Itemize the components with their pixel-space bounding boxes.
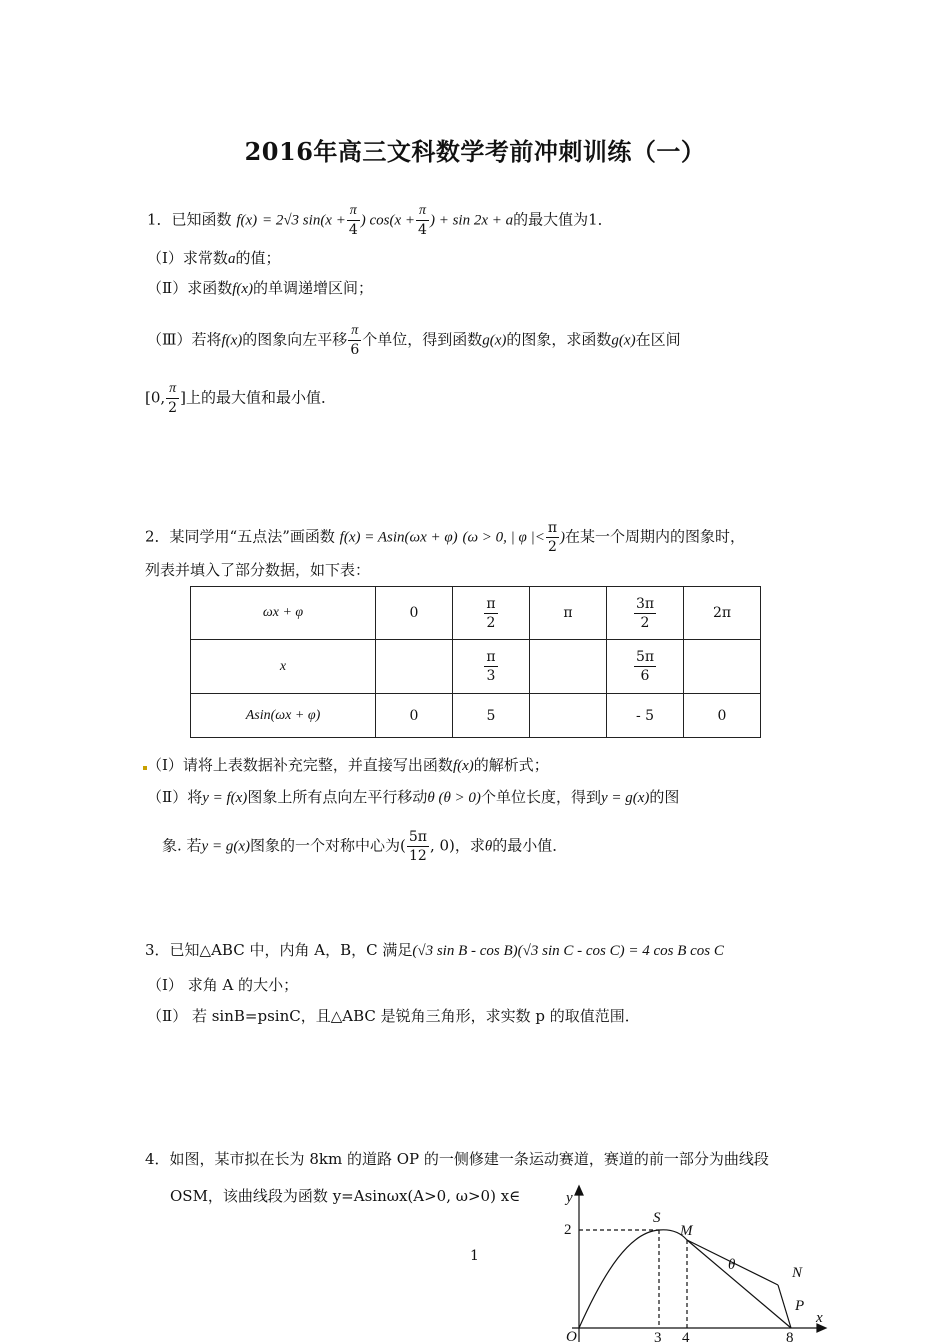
q2-frac-5pi-12: $\frac{5\pi}{12}$: [408, 829, 427, 864]
table-cell: x: [191, 640, 376, 694]
q2-condition: (ω > 0, | φ |<: [462, 529, 545, 546]
q1-eq: = 2√3 sin(x +: [261, 212, 346, 229]
table-cell: 5: [453, 694, 530, 738]
table-cell: [530, 694, 607, 738]
table-cell: [684, 640, 761, 694]
table-row: [191, 640, 761, 694]
q1-number: 1．: [147, 210, 172, 229]
q2-frac-pi-2: $\frac{\pi}{2}$: [547, 520, 558, 555]
table-cell: [530, 640, 607, 694]
table-cell: 2π: [684, 587, 761, 640]
q3-equation: (√3 sin B - cos B)(√3 sin C - cos C) = 4 cos B cos C: [412, 943, 724, 959]
q1-tail: ) + sin 2x + a: [429, 212, 514, 229]
table-row: [191, 694, 761, 738]
point-n-label: N: [792, 1265, 803, 1281]
q1-frac-pi-6: $\frac{\pi}{6}$: [350, 323, 360, 358]
q1-frac-pi-2: $\frac{\pi}{2}$: [168, 381, 178, 416]
q1-fx: f(x): [236, 212, 258, 229]
table-cell: 0: [376, 694, 453, 738]
q1-intro: 已知函数: [171, 210, 232, 229]
x-tick-8: 8: [786, 1330, 794, 1344]
curve-osm: [579, 1230, 687, 1328]
q3-statement: 3．已知△ABC 中，内角 A，B，C 满足(√3 sin B - cos B)(√3 sin C - cos C) = 4 cos B cos C: [145, 941, 724, 959]
q1-frac-pi-4b: $\frac{\pi}{4}$: [418, 203, 427, 238]
page-title: 2016年高三文科数学考前冲刺训练（一）: [244, 137, 706, 166]
q2-statement-line2: 列表并填入了部分数据，如下表：: [145, 561, 371, 579]
q1-part2: （Ⅱ）求函数f(x)的单调递增区间；: [147, 279, 374, 297]
q4-statement-line2: OSM，该曲线段为函数 y=Asinωx(A>0, ω>0) x∈: [170, 1187, 521, 1205]
table-cell: $\frac{5\pi}{6}$: [607, 640, 684, 694]
table-row: [191, 587, 761, 640]
q1-frac-pi-4a: $\frac{\pi}{4}$: [348, 203, 358, 238]
point-s-label: S: [653, 1210, 661, 1226]
q2-part1: （Ⅰ）请将上表数据补充完整，并直接写出函数f(x)的解析式；: [147, 756, 549, 774]
q2-part2: （Ⅱ）将y = f(x)图象上所有点向左平行移动θ (θ > 0)个单位长度，得到y = g(x)的图: [147, 788, 680, 806]
q1-part3-cont: [0, $\frac{\pi}{2}$ ]上的最大值和最小值．: [145, 381, 336, 416]
table-cell: [376, 640, 453, 694]
q1-cos-part: ) cos(x +: [360, 212, 416, 229]
table-cell: Asin(ωx + φ): [191, 694, 376, 738]
track-figure: [550, 1180, 840, 1344]
y-axis-label: y: [566, 1190, 573, 1206]
table-cell: 0: [376, 587, 453, 640]
table-cell: π: [530, 587, 607, 640]
y-axis-arrow: [575, 1186, 583, 1195]
q1-part1: （Ⅰ）求常数a的值；: [147, 249, 281, 267]
table-cell: $\frac{\pi}{3}$: [453, 640, 530, 694]
table-cell: ωx + φ: [191, 587, 376, 640]
y-tick-2: 2: [564, 1222, 572, 1238]
table-cell: $\frac{3\pi}{2}$: [607, 587, 684, 640]
q1-statement: [147, 202, 613, 239]
table-cell: $\frac{\pi}{2}$: [453, 587, 530, 640]
point-p-label: P: [795, 1298, 805, 1314]
q3-part1: （Ⅰ） 求角 A 的大小；: [147, 976, 299, 994]
point-m-label: M: [680, 1223, 693, 1239]
x-tick-3: 3: [654, 1330, 662, 1344]
x-tick-4: 4: [682, 1330, 690, 1344]
q2-part2-cont: 象. 若y = g(x)图象的一个对称中心为( $\frac{5\pi}{12}$ , 0)，求θ的最小值．: [162, 829, 568, 864]
q2-function: f(x) = Asin(ωx + φ): [339, 529, 458, 546]
q1-end: 的最大值为1．: [513, 210, 613, 229]
segment-np: [778, 1285, 791, 1328]
x-axis-label: x: [816, 1310, 823, 1326]
q3-part2: （Ⅱ） 若 sinB=psinC，且△ABC 是锐角三角形，求实数 p 的取值范围．: [147, 1007, 640, 1025]
origin-label: O: [566, 1329, 577, 1344]
table-cell: 0: [684, 694, 761, 738]
page-number: 1: [470, 1248, 479, 1264]
q2-statement: 2．某同学用“五点法”画函数 f(x) = Asin(ωx + φ) (ω > 0, | φ |< $\frac{\pi}{2}$ )在某一个周期内的图象时，: [145, 520, 746, 555]
angle-theta-label: θ: [728, 1257, 736, 1273]
q4-statement: 4．如图，某市拟在长为 8km 的道路 OP 的一侧修建一条运动赛道，赛道的前一部分为曲线段: [145, 1150, 769, 1168]
q1-part3: （Ⅲ）若将f(x)的图象向左平移 $\frac{\pi}{6}$ 个单位，得到函数g(x)的图象，求函数g(x)在区间: [147, 323, 681, 358]
five-point-table: [190, 586, 761, 738]
table-cell: - 5: [607, 694, 684, 738]
